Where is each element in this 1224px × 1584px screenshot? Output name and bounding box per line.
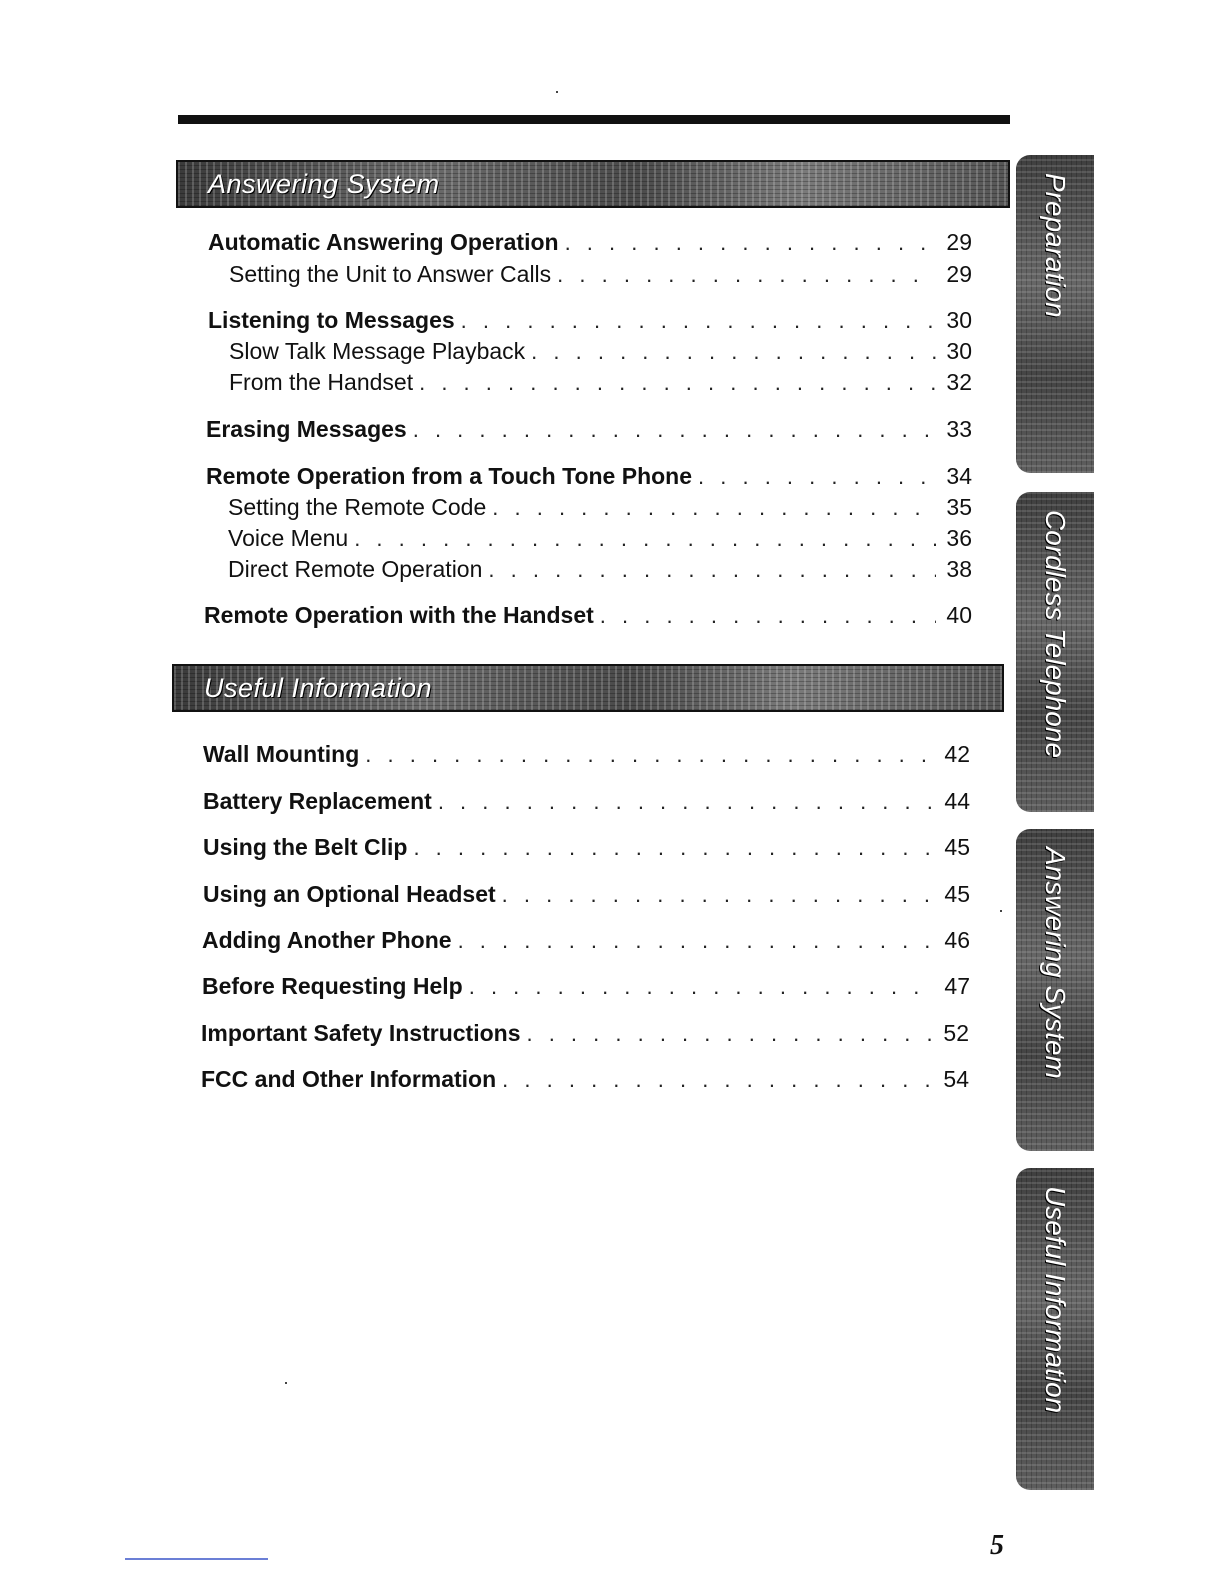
dot-leader xyxy=(502,1067,933,1093)
answering-system-heading: Answering System xyxy=(208,169,440,199)
page-number: 5 xyxy=(990,1530,1004,1561)
top-rule xyxy=(178,115,1010,124)
dot-leader xyxy=(698,464,936,490)
toc-entry-page: 46 xyxy=(944,927,970,953)
toc-entry-page: 32 xyxy=(946,369,972,395)
toc-entry-page: 45 xyxy=(944,881,970,907)
dot-leader xyxy=(354,526,936,552)
toc-entry-page: 52 xyxy=(943,1020,969,1046)
toc-entry-page: 35 xyxy=(946,494,972,520)
dot-leader xyxy=(492,495,936,521)
tab-useful-information-label: Useful Information xyxy=(1040,1186,1071,1414)
dot-leader xyxy=(419,370,936,396)
dot-leader xyxy=(413,417,936,443)
toc-entry[interactable] xyxy=(203,788,970,815)
toc-entry[interactable] xyxy=(202,973,970,1000)
dot-leader xyxy=(488,557,936,583)
tab-answering-system-label: Answering System xyxy=(1040,847,1071,1079)
toc-entry-page: 42 xyxy=(944,741,970,767)
dot-leader xyxy=(458,928,934,954)
toc-entry-title: Important Safety Instructions xyxy=(201,1020,521,1046)
dot-leader xyxy=(461,308,936,334)
toc-subentry[interactable] xyxy=(228,556,972,583)
toc-entry-page: 33 xyxy=(946,416,972,442)
toc-entry[interactable] xyxy=(208,307,972,334)
tab-cordless-telephone[interactable] xyxy=(1016,492,1094,812)
toc-entry-title: Erasing Messages xyxy=(206,416,407,442)
toc-subentry[interactable] xyxy=(228,525,972,552)
toc-entry-page: 54 xyxy=(943,1066,969,1092)
toc-entry-title: Using the Belt Clip xyxy=(203,834,408,860)
dot-leader xyxy=(469,974,934,1000)
toc-entry-title: Voice Menu xyxy=(228,525,349,551)
useful-information-banner xyxy=(172,664,1004,712)
toc-entry-page: 34 xyxy=(946,463,972,489)
toc-subentry[interactable] xyxy=(229,338,972,365)
toc-entry[interactable] xyxy=(202,927,970,954)
toc-entry-title: Automatic Answering Operation xyxy=(208,229,559,255)
toc-entry[interactable] xyxy=(203,834,970,861)
toc-entry-page: 44 xyxy=(944,788,970,814)
toc-entry[interactable] xyxy=(203,741,970,768)
tab-preparation-label: Preparation xyxy=(1040,173,1071,318)
toc-entry-title: Wall Mounting xyxy=(203,741,360,767)
toc-entry[interactable] xyxy=(201,1066,969,1093)
toc-entry-title: From the Handset xyxy=(229,369,414,395)
toc-entry-title: Battery Replacement xyxy=(203,788,432,814)
dot-leader xyxy=(557,262,936,288)
toc-entry[interactable] xyxy=(206,463,972,490)
toc-entry[interactable] xyxy=(206,416,972,443)
toc-entry-title: Adding Another Phone xyxy=(202,927,452,953)
answering-system-banner xyxy=(176,160,1010,208)
toc-entry[interactable] xyxy=(203,881,970,908)
toc-entry-page: 29 xyxy=(946,229,972,255)
toc-entry-title: Setting the Remote Code xyxy=(228,494,487,520)
dot-leader xyxy=(565,230,936,256)
toc-subentry[interactable] xyxy=(228,494,972,521)
toc-subentry[interactable] xyxy=(229,261,972,288)
dot-leader xyxy=(438,789,934,815)
dot-leader xyxy=(502,882,934,908)
bottom-line xyxy=(125,1558,268,1560)
tab-answering-system[interactable] xyxy=(1016,829,1094,1151)
dot-leader xyxy=(365,742,934,768)
useful-information-heading: Useful Information xyxy=(204,673,433,703)
toc-entry-title: Remote Operation with the Handset xyxy=(204,602,594,628)
dot-leader xyxy=(531,339,936,365)
tab-cordless-telephone-label: Cordless Telephone xyxy=(1040,510,1071,759)
scan-speck xyxy=(556,91,558,93)
tab-preparation[interactable] xyxy=(1016,155,1094,473)
toc-entry-page: 30 xyxy=(946,338,972,364)
toc-entry-page: 45 xyxy=(944,834,970,860)
toc-entry-page: 29 xyxy=(946,261,972,287)
toc-entry-page: 30 xyxy=(946,307,972,333)
toc-entry-title: Before Requesting Help xyxy=(202,973,463,999)
toc-entry[interactable] xyxy=(204,602,972,629)
toc-entry-title: Using an Optional Headset xyxy=(203,881,496,907)
scan-speck xyxy=(285,1382,287,1384)
dot-leader xyxy=(600,603,936,629)
toc-entry-title: Slow Talk Message Playback xyxy=(229,338,526,364)
tab-useful-information[interactable] xyxy=(1016,1168,1094,1490)
toc-entry[interactable] xyxy=(208,229,972,256)
toc-entry-page: 40 xyxy=(946,602,972,628)
scan-speck xyxy=(1000,910,1002,912)
toc-entry-title: Listening to Messages xyxy=(208,307,455,333)
toc-entry-title: FCC and Other Information xyxy=(201,1066,497,1092)
toc-entry[interactable] xyxy=(201,1020,969,1047)
toc-entry-title: Remote Operation from a Touch Tone Phone xyxy=(206,463,693,489)
toc-entry-page: 38 xyxy=(946,556,972,582)
dot-leader xyxy=(413,835,934,861)
toc-entry-page: 47 xyxy=(944,973,970,999)
toc-subentry[interactable] xyxy=(229,369,972,396)
dot-leader xyxy=(526,1021,933,1047)
toc-entry-title: Direct Remote Operation xyxy=(228,556,483,582)
toc-entry-title: Setting the Unit to Answer Calls xyxy=(229,261,552,287)
toc-entry-page: 36 xyxy=(946,525,972,551)
